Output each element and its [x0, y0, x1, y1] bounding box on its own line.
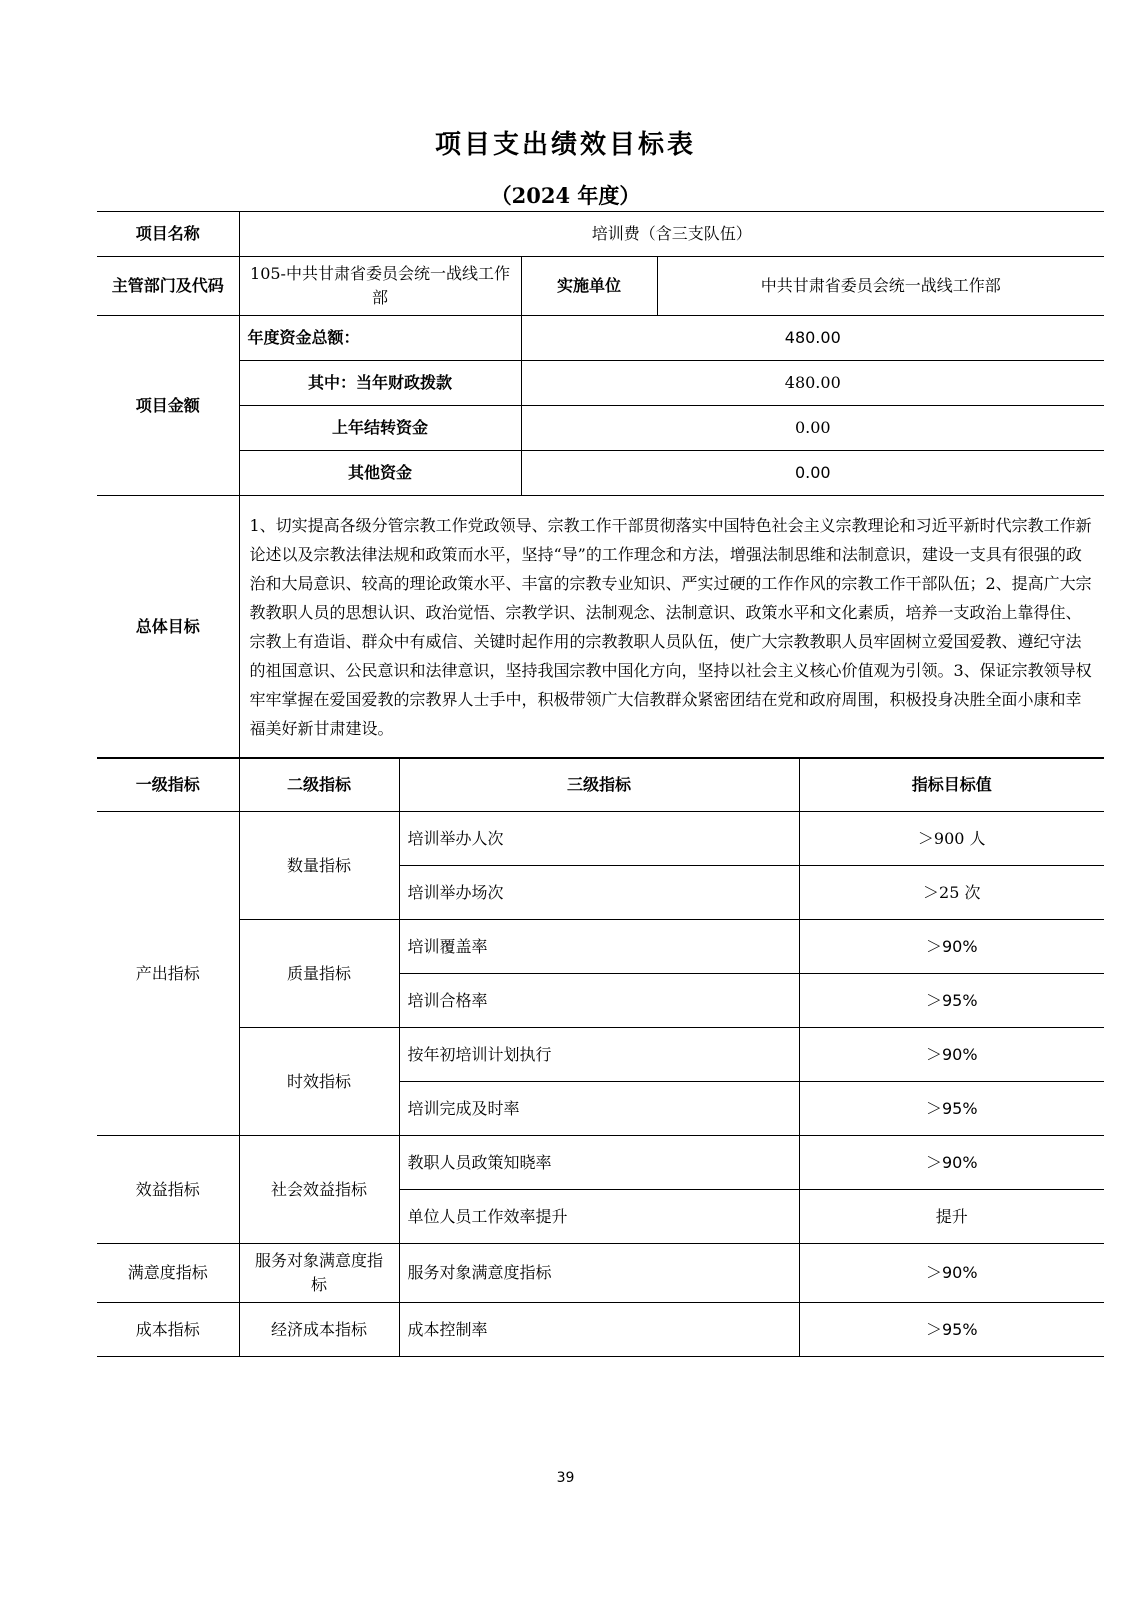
- l3-name: 培训举办人次: [399, 812, 799, 866]
- indicator-table: [97, 757, 1104, 1357]
- l3-name: 培训完成及时率: [399, 1082, 799, 1136]
- header-l2: 二级指标: [239, 758, 399, 812]
- target-value: ＞95%: [799, 974, 1104, 1028]
- carry-label: 上年结转资金: [239, 406, 521, 451]
- l3-name: 成本控制率: [399, 1303, 799, 1357]
- target-value: 提升: [799, 1190, 1104, 1244]
- target-value: ＞90%: [799, 1136, 1104, 1190]
- l3-name: 教职人员政策知晓率: [399, 1136, 799, 1190]
- target-value: ＞95%: [799, 1303, 1104, 1357]
- target-value: ＞25 次: [799, 866, 1104, 920]
- fiscal-value: 480.00: [521, 361, 1104, 406]
- l1-cost: 成本指标: [97, 1303, 239, 1357]
- l3-name: 服务对象满意度指标: [399, 1244, 799, 1303]
- target-value: ＞90%: [799, 1028, 1104, 1082]
- target-value: ＞90%: [799, 920, 1104, 974]
- l1-benefit: 效益指标: [97, 1136, 239, 1244]
- header-l1: 一级指标: [97, 758, 239, 812]
- l3-name: 培训覆盖率: [399, 920, 799, 974]
- page-subtitle: （2024 年度）: [490, 183, 641, 208]
- header-l3: 三级指标: [399, 758, 799, 812]
- fiscal-label: 其中：当年财政拨款: [239, 361, 521, 406]
- other-label: 其他资金: [239, 451, 521, 496]
- target-value: ＞90%: [799, 1244, 1104, 1303]
- total-label: 年度资金总额：: [239, 316, 521, 361]
- l2-social-benefit: 社会效益指标: [239, 1136, 399, 1244]
- project-info-table: [97, 211, 1104, 759]
- l2-timeliness: 时效指标: [239, 1028, 399, 1136]
- other-value: 0.00: [521, 451, 1104, 496]
- dept-value: 105-中共甘肃省委员会统一战线工作部: [239, 257, 521, 316]
- target-value: ＞95%: [799, 1082, 1104, 1136]
- impl-label: 实施单位: [521, 257, 657, 316]
- l3-name: 培训举办场次: [399, 866, 799, 920]
- amount-label: 项目金额: [97, 316, 239, 496]
- project-name-label: 项目名称: [97, 212, 239, 257]
- total-value: 480.00: [521, 316, 1104, 361]
- carry-value: 0.00: [521, 406, 1104, 451]
- l2-service-satisfaction: 服务对象满意度指标: [239, 1244, 399, 1303]
- l3-name: 培训合格率: [399, 974, 799, 1028]
- l2-quantity: 数量指标: [239, 812, 399, 920]
- page-number: 39: [556, 1470, 575, 1486]
- l2-economic-cost: 经济成本指标: [239, 1303, 399, 1357]
- l1-output: 产出指标: [97, 812, 239, 1136]
- goal-label: 总体目标: [97, 496, 239, 759]
- project-name-value: 培训费（含三支队伍）: [239, 212, 1104, 257]
- l2-quality: 质量指标: [239, 920, 399, 1028]
- l3-name: 按年初培训计划执行: [399, 1028, 799, 1082]
- target-value: ＞900 人: [799, 812, 1104, 866]
- page-title: 项目支出绩效目标表: [434, 130, 696, 160]
- dept-label: 主管部门及代码: [97, 257, 239, 316]
- l1-satisfaction: 满意度指标: [97, 1244, 239, 1303]
- header-target: 指标目标值: [799, 758, 1104, 812]
- l3-name: 单位人员工作效率提升: [399, 1190, 799, 1244]
- impl-value: 中共甘肃省委员会统一战线工作部: [657, 257, 1104, 316]
- goal-text: 1、切实提高各级分管宗教工作党政领导、宗教工作干部贯彻落实中国特色社会主义宗教理论和习近平新时代宗教工作新论述以及宗教法律法规和政策而水平，坚持“导”的工作理念和方法，增强法制思维和法制意识，建设一支具有很强的政治和大局意识、较高的理论政策水平、丰富的宗教专业知识、严实过硬的工作作风的宗教工作干部队伍；2、提高广大宗教教职人员的思想认识、政治觉悟、宗教学识、法制观念、法制意识、政策水平和文化素质，培养一支政治上靠得住、宗教上有造诣、群众中有威信、关键时起作用的宗教教职人员队伍，使广大宗教教职人员牢固树立爱国爱教、遵纪守法的祖国意识、公民意识和法律意识，坚持我国宗教中国化方向，坚持以社会主义核心价值观为引领。3、保证宗教领导权牢牢掌握在爱国爱教的宗教界人士手中，积极带领广大信教群众紧密团结在党和政府周围，积极投身决胜全面小康和幸福美好新甘肃建设。: [239, 496, 1104, 759]
